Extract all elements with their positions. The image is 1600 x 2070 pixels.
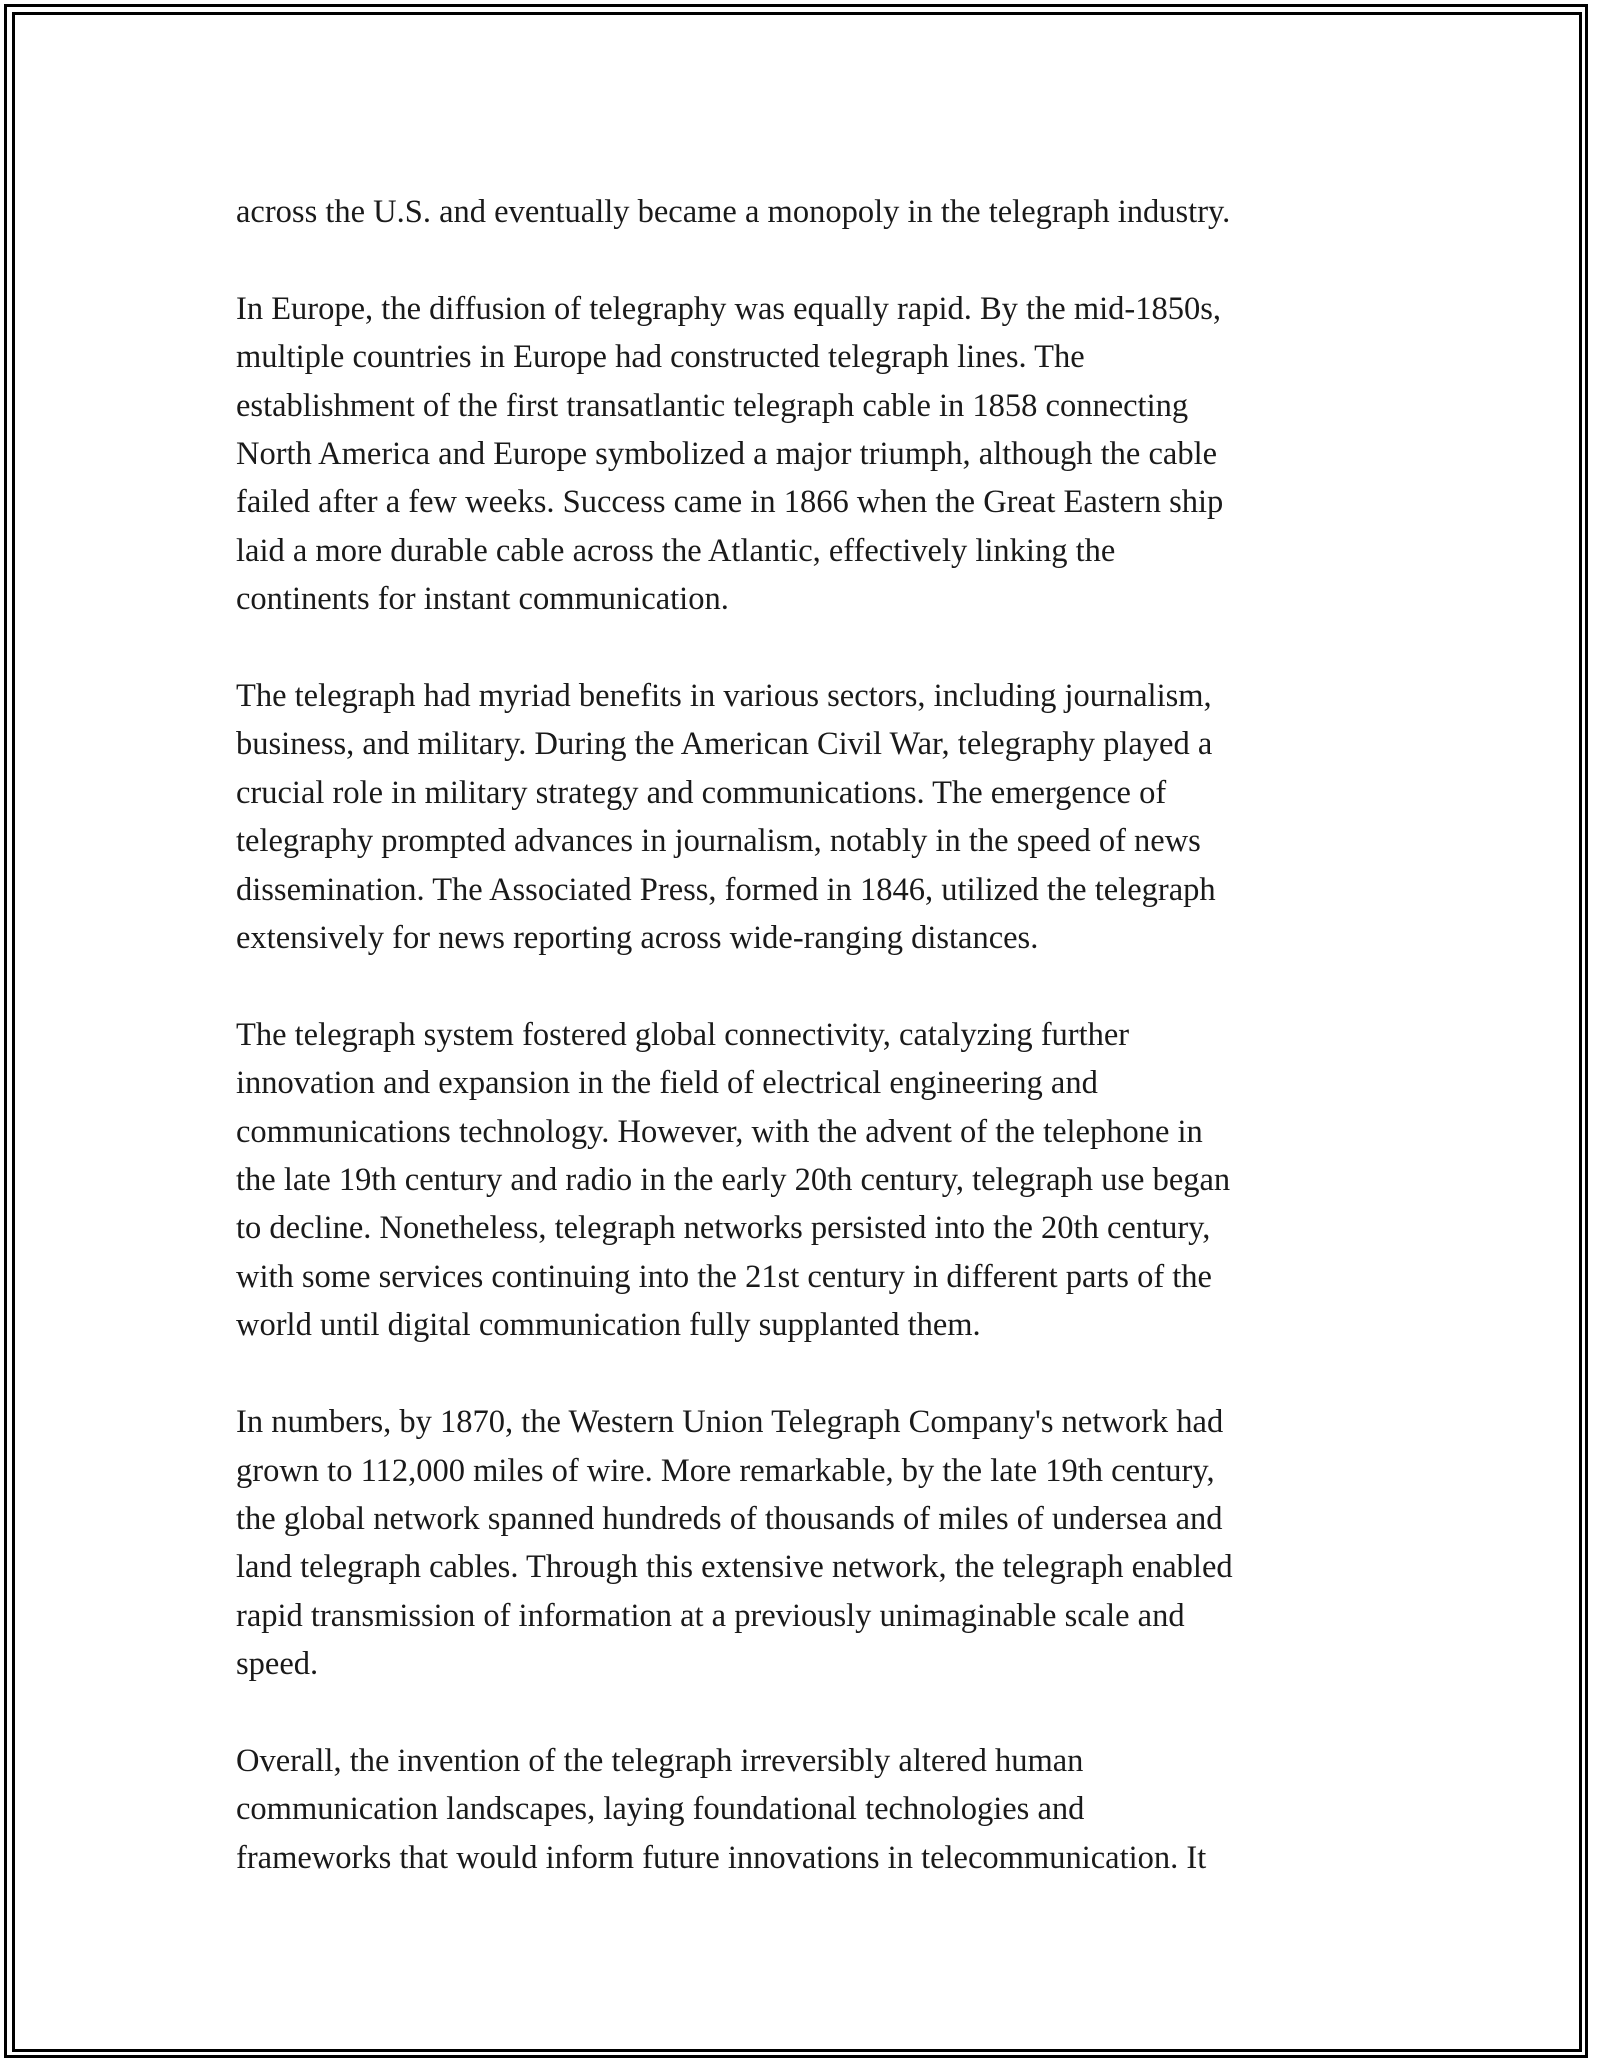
text-line: land telegraph cables. Through this extensive network, the telegraph enabled — [236, 1549, 1233, 1586]
paragraph-4 — [236, 1011, 1386, 1350]
text-line: grown to 112,000 miles of wire. More remarkable, by the late 19th century, — [236, 1452, 1215, 1489]
text-line: communication landscapes, laying foundational technologies and — [236, 1791, 1085, 1828]
text-line: continents for instant communication. — [236, 581, 729, 618]
text-line: establishment of the first transatlantic telegraph cable in 1858 connecting — [236, 387, 1189, 424]
text-line: world until digital communication fully supplanted them. — [236, 1307, 981, 1344]
text-line: Overall, the invention of the telegraph irreversibly altered human — [236, 1742, 1084, 1779]
text-line: The telegraph system fostered global connectivity, catalyzing further — [236, 1016, 1130, 1053]
paragraph-3 — [236, 672, 1386, 962]
text-line: communications technology. However, with the advent of the telephone in — [236, 1113, 1203, 1150]
text-line: multiple countries in Europe had constructed telegraph lines. The — [236, 339, 1085, 376]
text-line: laid a more durable cable across the Atlantic, effectively linking the — [236, 532, 1116, 569]
paragraph-6 — [236, 1737, 1386, 1882]
text-line: In Europe, the diffusion of telegraphy was equally rapid. By the mid-1850s, — [236, 290, 1222, 327]
paragraph-5 — [236, 1398, 1386, 1688]
text-line: failed after a few weeks. Success came in 1866 when the Great Eastern ship — [236, 484, 1224, 521]
text-line: the global network spanned hundreds of thousands of miles of undersea and — [236, 1500, 1223, 1537]
text-line: frameworks that would inform future innovations in telecommunication. It — [236, 1839, 1207, 1876]
text-line: dissemination. The Associated Press, formed in 1846, utilized the telegraph — [236, 871, 1216, 908]
text-line: to decline. Nonetheless, telegraph networks persisted into the 20th century, — [236, 1210, 1211, 1247]
text-line: the late 19th century and radio in the early 20th century, telegraph use began — [236, 1162, 1231, 1199]
text-line: speed. — [236, 1646, 319, 1683]
text-line: telegraphy prompted advances in journalism, notably in the speed of news — [236, 823, 1201, 860]
text-line: business, and military. During the American Civil War, telegraphy played a — [236, 726, 1213, 763]
text-line: innovation and expansion in the field of electrical engineering and — [236, 1065, 1098, 1102]
text-line: North America and Europe symbolized a major triumph, although the cable — [236, 436, 1218, 473]
text-line: rapid transmission of information at a previously unimaginable scale and — [236, 1597, 1185, 1634]
text-line: crucial role in military strategy and communications. The emergence of — [236, 774, 1167, 811]
text-line: across the U.S. and eventually became a monopoly in the telegraph industry. — [236, 194, 1231, 230]
text-line: The telegraph had myriad benefits in various sectors, including journalism, — [236, 678, 1212, 715]
text-line: extensively for news reporting across wide-ranging distances. — [236, 920, 1039, 957]
paragraph-2 — [236, 285, 1386, 624]
text-line: with some services continuing into the 21st century in different parts of the — [236, 1258, 1212, 1295]
document-body — [236, 188, 1386, 1882]
text-line: In numbers, by 1870, the Western Union Telegraph Company's network had — [236, 1404, 1224, 1441]
paragraph-1 — [236, 188, 1386, 236]
